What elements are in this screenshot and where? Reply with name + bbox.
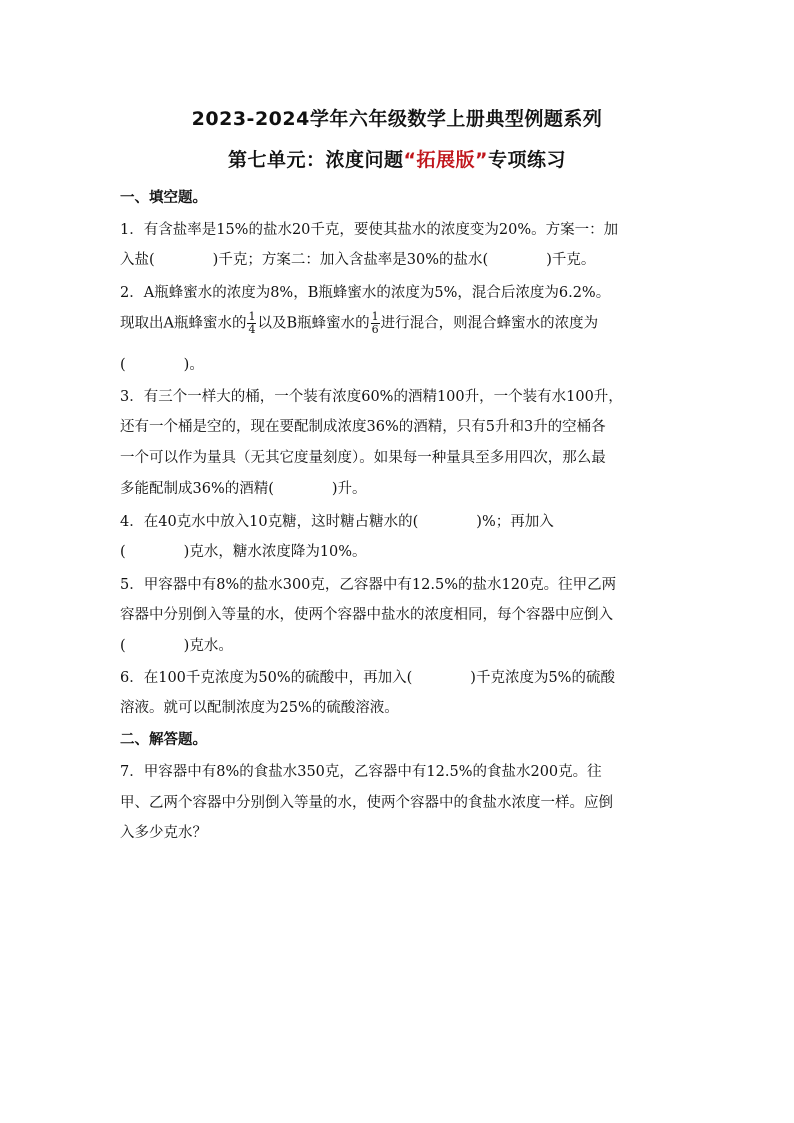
question-5-line-1: 5．甲容器中有8%的盐水300克，乙容器中有12.5%的盐水120克。往甲乙两 — [120, 577, 617, 593]
section-heading-answer: 二、解答题。 — [120, 732, 207, 748]
subtitle-highlight: “拓展版” — [403, 149, 488, 171]
question-7-line-3: 入多少克水？ — [120, 825, 207, 841]
question-2-text-a: 现取出A瓶蜂蜜水的 — [120, 315, 247, 332]
question-4-line-1: 4．在40克水中放入10克糖，这时糖占糖水的( )%；再加入 — [120, 514, 554, 530]
section-heading-fill-blank: 一、填空题。 — [120, 190, 207, 206]
question-5-line-2: 容器中分别倒入等量的水，使两个容器中盐水的浓度相同，每个容器中应倒入 — [120, 607, 613, 623]
question-7-line-1: 7．甲容器中有8%的食盐水350克，乙容器中有12.5%的食盐水200克。往 — [120, 764, 602, 780]
question-1-line-2: 入盐( )千克；方案二：加入含盐率是30%的盐水( )千克。 — [120, 252, 596, 268]
fraction-one-sixth — [371, 311, 380, 336]
question-2-line-2 — [120, 311, 680, 336]
question-3-line-1: 3．有三个一样大的桶，一个装有浓度60%的酒精100升，一个装有水100升， — [120, 389, 623, 405]
question-2-line-1: 2．A瓶蜂蜜水的浓度为8%，B瓶蜂蜜水的浓度为5%，混合后浓度为6.2%。 — [120, 285, 611, 301]
question-2-text-c: 进行混合，则混合蜂蜜水的浓度为 — [380, 315, 599, 332]
question-3-line-2: 还有一个桶是空的，现在要配制成浓度36%的酒精，只有5升和3升的空桶各 — [120, 419, 606, 435]
fraction-numerator: 1 — [371, 310, 379, 323]
question-6-line-1: 6．在100千克浓度为50%的硫酸中，再加入( )千克浓度为5%的硫酸 — [120, 670, 615, 686]
question-3-line-3: 一个可以作为量具（无其它度量刻度）。如果每一种量具至多用四次，那么最 — [120, 450, 606, 466]
fraction-numerator: 1 — [248, 310, 256, 323]
fraction-denominator: 6 — [371, 323, 379, 336]
fraction-denominator: 4 — [248, 323, 256, 336]
question-7-line-2: 甲、乙两个容器中分别倒入等量的水，使两个容器中的食盐水浓度一样。应倒 — [120, 795, 613, 811]
question-4-line-2: ( )克水，糖水浓度降为10%。 — [120, 544, 367, 560]
subtitle-suffix: 专项练习 — [487, 149, 566, 171]
subtitle-prefix: 第七单元：浓度问题 — [227, 149, 404, 171]
question-3-line-4: 多能配制成36%的酒精( )升。 — [120, 481, 367, 497]
question-2-text-b: 以及B瓶蜂蜜水的 — [257, 315, 370, 332]
question-1-line-1: 1．有含盐率是15%的盐水20千克，要使其盐水的浓度变为20%。方案一：加 — [120, 222, 619, 238]
question-6-line-2: 溶液。就可以配制浓度为25%的硫酸溶液。 — [120, 700, 399, 716]
question-5-line-3: ( )克水。 — [120, 638, 233, 654]
question-2-line-3: ( )。 — [120, 357, 204, 373]
document-subtitle — [0, 145, 794, 172]
document-title: 2023-2024学年六年级数学上册典型例题系列 — [191, 108, 603, 130]
fraction-one-quarter — [247, 311, 256, 336]
